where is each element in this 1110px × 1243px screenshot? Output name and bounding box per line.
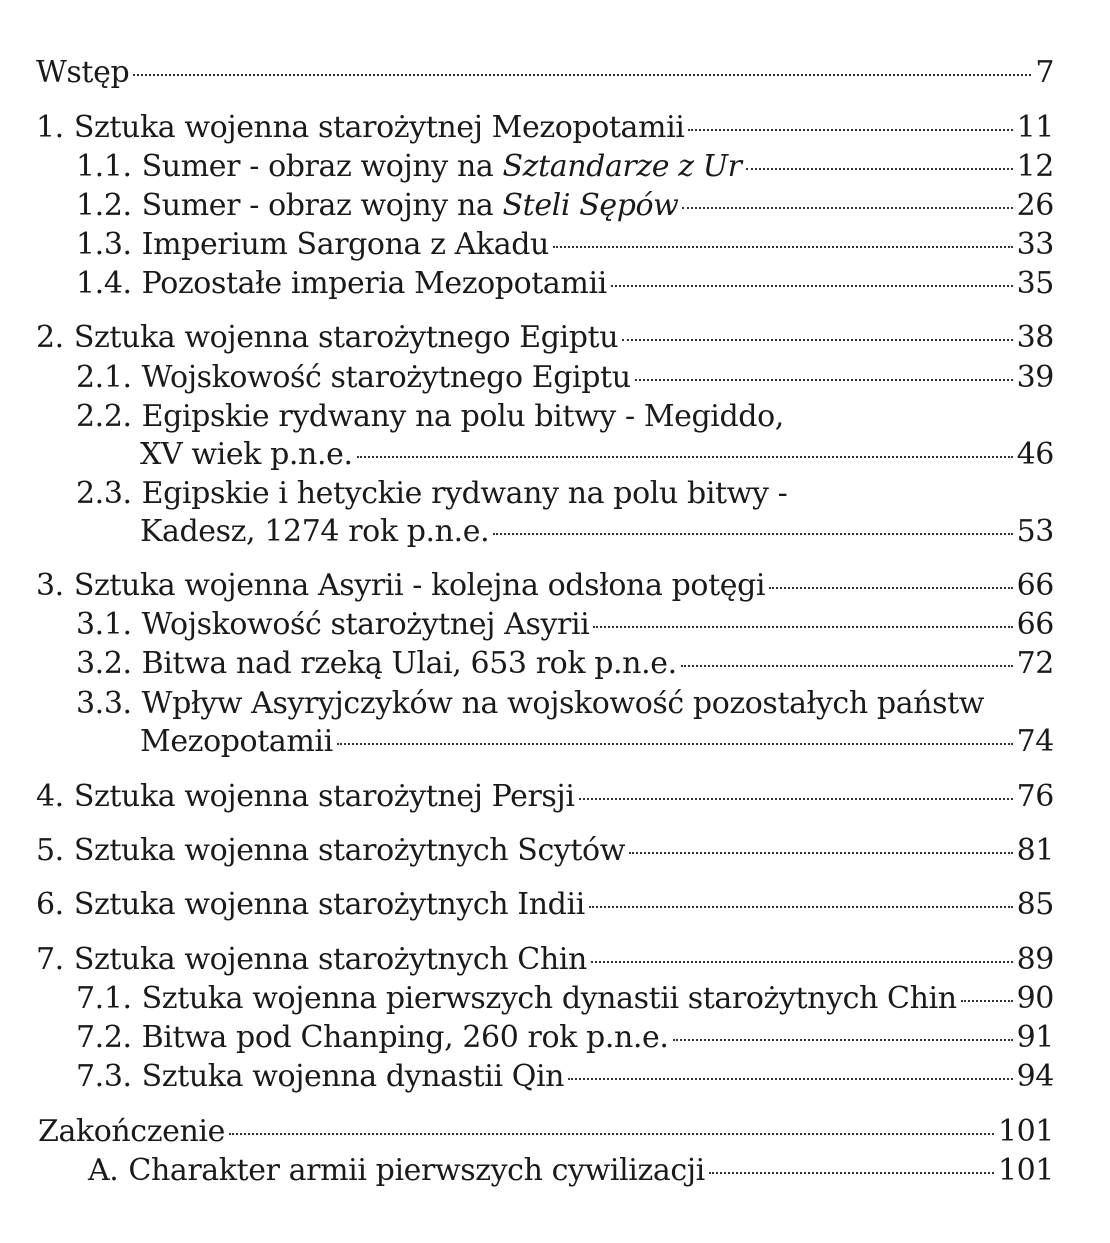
dot-leader <box>682 207 1012 209</box>
toc-entry-page: 53 <box>1016 514 1054 549</box>
dot-leader <box>635 379 1013 381</box>
dot-leader <box>568 1078 1013 1080</box>
toc-entry-7-2 <box>76 1016 1054 1060</box>
toc-entry-page: 85 <box>1016 887 1054 922</box>
toc-entry-page: 101 <box>997 1114 1054 1149</box>
toc-entry-title: 6. Sztuka wojenna starożytnych Indii <box>36 887 585 922</box>
dot-leader <box>629 852 1013 854</box>
toc-entry-title: 1.1. Sumer - obraz wojny na Sztandarze z Ur <box>76 149 742 184</box>
toc-entry-page: 35 <box>1016 266 1054 301</box>
dot-leader <box>709 1172 994 1174</box>
toc-entry-3-3-cont <box>140 720 1054 764</box>
toc-entry-page: 91 <box>1016 1020 1054 1055</box>
dot-leader <box>746 168 1013 170</box>
dot-leader <box>553 246 1013 248</box>
toc-entry-title: 1.3. Imperium Sargona z Akadu <box>76 227 549 262</box>
toc-entry-page: 11 <box>1016 110 1054 145</box>
toc-entry-page: 101 <box>997 1153 1054 1188</box>
toc-entry-title: XV wiek p.n.e. <box>140 437 353 472</box>
dot-leader <box>229 1133 994 1135</box>
toc-entry-title: 7.2. Bitwa pod Chanping, 260 rok p.n.e. <box>76 1020 669 1055</box>
toc-entry-title: 3.1. Wojskowość starożytnej Asyrii <box>76 607 590 642</box>
toc-entry-chapter-4 <box>36 775 1054 819</box>
toc-entry-page: 66 <box>1016 607 1054 642</box>
dot-leader <box>591 961 1013 963</box>
toc-entry-page: 66 <box>1016 568 1054 603</box>
toc-entry-2-3-cont <box>140 510 1054 554</box>
dot-leader <box>589 906 1013 908</box>
toc-entry-7-1 <box>76 977 1054 1021</box>
toc-entry-title: 7. Sztuka wojenna starożytnych Chin <box>36 942 587 977</box>
toc-entry-page: 46 <box>1016 437 1054 472</box>
toc-entry-chapter-1 <box>36 106 1054 150</box>
toc-entry-page: 94 <box>1016 1059 1054 1094</box>
toc-entry-appendix-a <box>88 1149 1054 1193</box>
toc-entry-title: Mezopotamii <box>140 724 333 759</box>
toc-entry-chapter-5 <box>36 829 1054 873</box>
dot-leader <box>673 1039 1013 1041</box>
toc-entry-title: 7.1. Sztuka wojenna pierwszych dynastii starożytnych Chin <box>76 981 957 1016</box>
toc-entry-title: 1. Sztuka wojenna starożytnej Mezopotamii <box>36 110 685 145</box>
toc-entry-page: 89 <box>1016 942 1054 977</box>
toc-entry-title: A. Charakter armii pierwszych cywilizacji <box>88 1153 705 1188</box>
toc-entry-page: 72 <box>1016 646 1054 681</box>
toc-entry-3-1 <box>76 603 1054 647</box>
toc-entry-title: 3. Sztuka wojenna Asyrii - kolejna odsłona potęgi <box>36 568 766 603</box>
toc-entry-chapter-3 <box>36 564 1054 608</box>
toc-entry-chapter-6 <box>36 883 1054 927</box>
toc-entry-1-3 <box>76 223 1054 267</box>
dot-leader <box>769 587 1013 589</box>
toc-entry-title: 3.2. Bitwa nad rzeką Ulai, 653 rok p.n.e. <box>76 646 677 681</box>
toc-entry-page: 33 <box>1016 227 1054 262</box>
toc-entry-title: 2.1. Wojskowość starożytnego Egiptu <box>76 360 631 395</box>
toc-entry-title: Zakończenie <box>38 1114 225 1149</box>
dot-leader <box>357 456 1013 458</box>
toc-entry-title: 2.3. Egipskie i hetyckie rydwany na polu bitwy - <box>76 476 788 511</box>
toc-entry-2-1 <box>76 356 1054 400</box>
dot-leader <box>593 626 1012 628</box>
toc-entry-page: 39 <box>1016 360 1054 395</box>
dot-leader <box>961 1000 1013 1002</box>
dot-leader <box>579 798 1013 800</box>
toc-entry-title: 1.2. Sumer - obraz wojny na Steli Sępów <box>76 188 679 223</box>
toc-entry-title: 1.4. Pozostałe imperia Mezopotamii <box>76 266 607 301</box>
toc-entry-title: 5. Sztuka wojenna starożytnych Scytów <box>36 833 625 868</box>
toc-entry-page: 38 <box>1016 320 1054 355</box>
toc-entry-1-2 <box>76 184 1054 228</box>
toc-entry-title: 4. Sztuka wojenna starożytnej Persji <box>36 779 575 814</box>
toc-entry-intro <box>36 51 1054 95</box>
toc-entry-title: 2.2. Egipskie rydwany na polu bitwy - Megiddo, <box>76 399 784 434</box>
toc-entry-3-2 <box>76 642 1054 686</box>
toc-entry-page: 81 <box>1016 833 1054 868</box>
toc-entry-title: 7.3. Sztuka wojenna dynastii Qin <box>76 1059 565 1094</box>
dot-leader <box>133 74 1031 76</box>
dot-leader <box>622 339 1012 341</box>
toc-entry-title: 2. Sztuka wojenna starożytnego Egiptu <box>36 320 619 355</box>
toc-entry-title: 3.3. Wpływ Asyryjczyków na wojskowość pozostałych państw <box>76 686 985 721</box>
toc-entry-chapter-2 <box>36 316 1054 360</box>
dot-leader <box>611 285 1013 287</box>
toc-entry-2-2-cont <box>140 433 1054 477</box>
toc-entry-page: 90 <box>1016 981 1054 1016</box>
toc-entry-conclusion <box>38 1110 1054 1154</box>
toc-entry-1-1 <box>76 145 1054 189</box>
dot-leader <box>688 129 1012 131</box>
toc-entry-page: 26 <box>1016 188 1054 223</box>
dot-leader <box>337 743 1013 745</box>
toc-entry-7-3 <box>76 1055 1054 1099</box>
toc-entry-page: 12 <box>1016 149 1054 184</box>
toc-entry-chapter-7 <box>36 938 1054 982</box>
toc-entry-title: Kadesz, 1274 rok p.n.e. <box>140 514 490 549</box>
toc-entry-page: 74 <box>1016 724 1054 759</box>
dot-leader <box>681 665 1013 667</box>
toc-entry-title: Wstęp <box>36 55 130 90</box>
toc-entry-page: 76 <box>1016 779 1054 814</box>
toc-entry-1-4 <box>76 262 1054 306</box>
dot-leader <box>493 533 1012 535</box>
toc-entry-page: 7 <box>1035 55 1054 90</box>
